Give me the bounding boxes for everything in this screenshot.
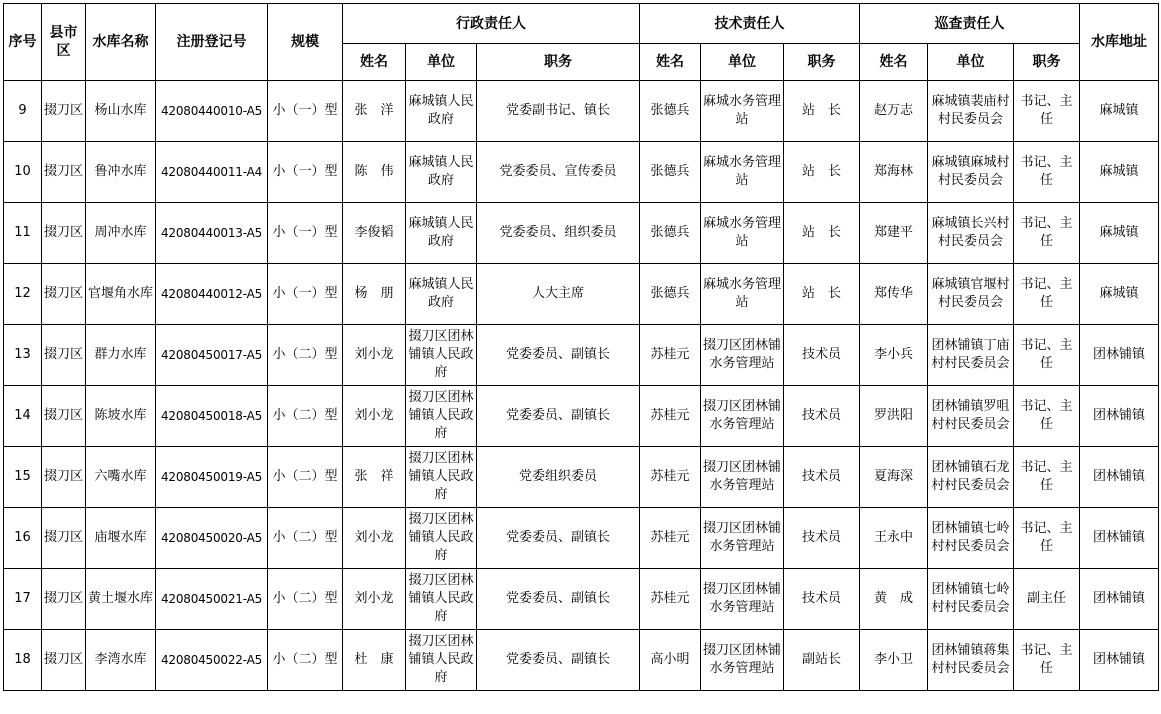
cell-reservoir-name: 六嘴水库 [86, 447, 156, 508]
cell-patrol-unit: 团林铺镇蒋集村村民委员会 [928, 630, 1014, 691]
cell-reservoir-name: 官堰角水库 [86, 264, 156, 325]
cell-tech-post: 站 长 [784, 81, 860, 142]
cell-patrol-post: 书记、主任 [1014, 386, 1080, 447]
cell-registration-no: 42080450021-A5 [156, 569, 268, 630]
cell-admin-name: 张 祥 [343, 447, 406, 508]
cell-tech-name: 苏桂元 [640, 386, 701, 447]
cell-admin-name: 李俊韬 [343, 203, 406, 264]
cell-tech-name: 苏桂元 [640, 447, 701, 508]
header-patrol-name: 姓名 [860, 44, 928, 81]
header-county: 县市区 [42, 4, 86, 81]
cell-no: 15 [4, 447, 42, 508]
cell-admin-name: 刘小龙 [343, 508, 406, 569]
cell-patrol-post: 书记、主任 [1014, 81, 1080, 142]
cell-patrol-post: 书记、主任 [1014, 447, 1080, 508]
cell-tech-post: 副站长 [784, 630, 860, 691]
cell-patrol-name: 李小卫 [860, 630, 928, 691]
cell-county: 掇刀区 [42, 386, 86, 447]
cell-tech-unit: 麻城水务管理站 [701, 142, 784, 203]
cell-admin-name: 刘小龙 [343, 325, 406, 386]
cell-address: 团林铺镇 [1080, 386, 1159, 447]
cell-scale: 小（二）型 [268, 569, 343, 630]
cell-no: 12 [4, 264, 42, 325]
cell-scale: 小（二）型 [268, 325, 343, 386]
cell-tech-unit: 掇刀区团林铺水务管理站 [701, 508, 784, 569]
cell-tech-unit: 掇刀区团林铺水务管理站 [701, 325, 784, 386]
cell-no: 10 [4, 142, 42, 203]
cell-registration-no: 42080440013-A5 [156, 203, 268, 264]
cell-registration-no: 42080450017-A5 [156, 325, 268, 386]
cell-scale: 小（一）型 [268, 203, 343, 264]
cell-admin-unit: 掇刀区团林铺镇人民政府 [406, 508, 477, 569]
cell-patrol-name: 郑海林 [860, 142, 928, 203]
cell-scale: 小（一）型 [268, 142, 343, 203]
table-row [4, 447, 1159, 508]
cell-patrol-unit: 团林铺镇石龙村村民委员会 [928, 447, 1014, 508]
cell-admin-unit: 掇刀区团林铺镇人民政府 [406, 325, 477, 386]
cell-admin-name: 陈 伟 [343, 142, 406, 203]
cell-address: 麻城镇 [1080, 264, 1159, 325]
cell-tech-name: 张德兵 [640, 142, 701, 203]
cell-registration-no: 42080440012-A5 [156, 264, 268, 325]
cell-tech-unit: 麻城水务管理站 [701, 264, 784, 325]
header-tech-responsible: 技术责任人 [640, 4, 860, 44]
cell-county: 掇刀区 [42, 203, 86, 264]
cell-admin-name: 刘小龙 [343, 386, 406, 447]
cell-scale: 小（一）型 [268, 264, 343, 325]
cell-patrol-unit: 团林铺镇丁庙村村民委员会 [928, 325, 1014, 386]
cell-tech-unit: 掇刀区团林铺水务管理站 [701, 386, 784, 447]
cell-county: 掇刀区 [42, 569, 86, 630]
cell-registration-no: 42080440010-A5 [156, 81, 268, 142]
cell-tech-post: 技术员 [784, 569, 860, 630]
cell-tech-post: 技术员 [784, 386, 860, 447]
cell-tech-name: 苏桂元 [640, 325, 701, 386]
header-tech-name: 姓名 [640, 44, 701, 81]
cell-admin-unit: 麻城镇人民政府 [406, 142, 477, 203]
cell-address: 团林铺镇 [1080, 569, 1159, 630]
cell-scale: 小（二）型 [268, 447, 343, 508]
cell-tech-name: 张德兵 [640, 81, 701, 142]
table-body [4, 81, 1159, 691]
cell-tech-name: 苏桂元 [640, 508, 701, 569]
cell-no: 14 [4, 386, 42, 447]
cell-patrol-post: 书记、主任 [1014, 142, 1080, 203]
header-admin-responsible: 行政责任人 [343, 4, 640, 44]
cell-reservoir-name: 陈坡水库 [86, 386, 156, 447]
cell-reservoir-name: 杨山水库 [86, 81, 156, 142]
cell-reservoir-name: 黄土堰水库 [86, 569, 156, 630]
cell-patrol-post: 书记、主任 [1014, 325, 1080, 386]
header-address: 水库地址 [1080, 4, 1159, 81]
cell-admin-post: 党委委员、副镇长 [477, 325, 640, 386]
cell-reservoir-name: 庙堰水库 [86, 508, 156, 569]
cell-reservoir-name: 鲁冲水库 [86, 142, 156, 203]
cell-county: 掇刀区 [42, 508, 86, 569]
cell-registration-no: 42080450018-A5 [156, 386, 268, 447]
cell-admin-post: 党委委员、组织委员 [477, 203, 640, 264]
cell-tech-unit: 麻城水务管理站 [701, 81, 784, 142]
cell-no: 16 [4, 508, 42, 569]
cell-address: 麻城镇 [1080, 203, 1159, 264]
table-row [4, 203, 1159, 264]
cell-address: 团林铺镇 [1080, 630, 1159, 691]
cell-patrol-name: 王永中 [860, 508, 928, 569]
cell-scale: 小（二）型 [268, 386, 343, 447]
cell-admin-name: 杜 康 [343, 630, 406, 691]
cell-tech-unit: 麻城水务管理站 [701, 203, 784, 264]
table-row [4, 81, 1159, 142]
cell-reservoir-name: 群力水库 [86, 325, 156, 386]
cell-no: 17 [4, 569, 42, 630]
cell-admin-name: 杨 朋 [343, 264, 406, 325]
cell-admin-post: 党委组织委员 [477, 447, 640, 508]
cell-registration-no: 42080450019-A5 [156, 447, 268, 508]
header-admin-post: 职务 [477, 44, 640, 81]
header-tech-post: 职务 [784, 44, 860, 81]
cell-county: 掇刀区 [42, 447, 86, 508]
cell-tech-post: 技术员 [784, 447, 860, 508]
cell-admin-post: 党委委员、宣传委员 [477, 142, 640, 203]
header-tech-unit: 单位 [701, 44, 784, 81]
cell-no: 18 [4, 630, 42, 691]
table-row [4, 325, 1159, 386]
cell-admin-post: 党委委员、副镇长 [477, 508, 640, 569]
table-row [4, 569, 1159, 630]
cell-patrol-post: 书记、主任 [1014, 630, 1080, 691]
cell-patrol-post: 书记、主任 [1014, 508, 1080, 569]
cell-patrol-unit: 团林铺镇罗咀村村民委员会 [928, 386, 1014, 447]
cell-tech-name: 高小明 [640, 630, 701, 691]
header-patrol-responsible: 巡查责任人 [860, 4, 1080, 44]
cell-scale: 小（二）型 [268, 508, 343, 569]
header-admin-unit: 单位 [406, 44, 477, 81]
cell-scale: 小（一）型 [268, 81, 343, 142]
cell-patrol-name: 李小兵 [860, 325, 928, 386]
header-row-1 [4, 4, 1159, 44]
cell-tech-name: 苏桂元 [640, 569, 701, 630]
cell-admin-unit: 麻城镇人民政府 [406, 264, 477, 325]
cell-reservoir-name: 李湾水库 [86, 630, 156, 691]
cell-reservoir-name: 周冲水库 [86, 203, 156, 264]
cell-scale: 小（二）型 [268, 630, 343, 691]
cell-patrol-name: 罗洪阳 [860, 386, 928, 447]
header-reservoir-name: 水库名称 [86, 4, 156, 81]
cell-registration-no: 42080450022-A5 [156, 630, 268, 691]
cell-admin-unit: 掇刀区团林铺镇人民政府 [406, 447, 477, 508]
cell-patrol-unit: 团林铺镇七岭村村民委员会 [928, 569, 1014, 630]
cell-patrol-name: 郑传华 [860, 264, 928, 325]
cell-patrol-unit: 麻城镇官堰村村民委员会 [928, 264, 1014, 325]
header-patrol-unit: 单位 [928, 44, 1014, 81]
table-row [4, 630, 1159, 691]
header-scale: 规模 [268, 4, 343, 81]
header-patrol-post: 职务 [1014, 44, 1080, 81]
cell-admin-post: 党委委员、副镇长 [477, 630, 640, 691]
cell-tech-post: 站 长 [784, 142, 860, 203]
cell-admin-unit: 掇刀区团林铺镇人民政府 [406, 569, 477, 630]
table-row [4, 508, 1159, 569]
cell-address: 团林铺镇 [1080, 325, 1159, 386]
cell-patrol-unit: 麻城镇长兴村村民委员会 [928, 203, 1014, 264]
cell-county: 掇刀区 [42, 630, 86, 691]
cell-tech-name: 张德兵 [640, 203, 701, 264]
cell-admin-name: 刘小龙 [343, 569, 406, 630]
cell-admin-unit: 麻城镇人民政府 [406, 81, 477, 142]
cell-address: 麻城镇 [1080, 81, 1159, 142]
cell-patrol-name: 赵万志 [860, 81, 928, 142]
cell-no: 11 [4, 203, 42, 264]
cell-address: 麻城镇 [1080, 142, 1159, 203]
cell-tech-post: 技术员 [784, 325, 860, 386]
cell-admin-unit: 掇刀区团林铺镇人民政府 [406, 630, 477, 691]
table-row [4, 264, 1159, 325]
cell-address: 团林铺镇 [1080, 447, 1159, 508]
cell-patrol-unit: 麻城镇裴庙村村民委员会 [928, 81, 1014, 142]
cell-patrol-unit: 团林铺镇七岭村村民委员会 [928, 508, 1014, 569]
cell-tech-unit: 掇刀区团林铺水务管理站 [701, 569, 784, 630]
header-admin-name: 姓名 [343, 44, 406, 81]
cell-county: 掇刀区 [42, 81, 86, 142]
cell-admin-unit: 掇刀区团林铺镇人民政府 [406, 386, 477, 447]
cell-no: 9 [4, 81, 42, 142]
header-registration-no: 注册登记号 [156, 4, 268, 81]
cell-admin-post: 党委委员、副镇长 [477, 569, 640, 630]
cell-tech-post: 站 长 [784, 264, 860, 325]
table-row [4, 142, 1159, 203]
cell-county: 掇刀区 [42, 264, 86, 325]
cell-address: 团林铺镇 [1080, 508, 1159, 569]
cell-patrol-post: 副主任 [1014, 569, 1080, 630]
cell-admin-post: 党委副书记、镇长 [477, 81, 640, 142]
cell-tech-post: 技术员 [784, 508, 860, 569]
cell-county: 掇刀区 [42, 142, 86, 203]
cell-admin-post: 党委委员、副镇长 [477, 386, 640, 447]
cell-registration-no: 42080440011-A4 [156, 142, 268, 203]
cell-admin-name: 张 洋 [343, 81, 406, 142]
cell-registration-no: 42080450020-A5 [156, 508, 268, 569]
cell-tech-name: 张德兵 [640, 264, 701, 325]
cell-admin-unit: 麻城镇人民政府 [406, 203, 477, 264]
header-no: 序号 [4, 4, 42, 81]
cell-no: 13 [4, 325, 42, 386]
cell-patrol-post: 书记、主任 [1014, 203, 1080, 264]
cell-patrol-name: 夏海深 [860, 447, 928, 508]
cell-tech-unit: 掇刀区团林铺水务管理站 [701, 447, 784, 508]
cell-patrol-post: 书记、主任 [1014, 264, 1080, 325]
cell-patrol-name: 郑建平 [860, 203, 928, 264]
table-row [4, 386, 1159, 447]
cell-patrol-name: 黄 成 [860, 569, 928, 630]
cell-patrol-unit: 麻城镇麻城村村民委员会 [928, 142, 1014, 203]
cell-tech-unit: 掇刀区团林铺水务管理站 [701, 630, 784, 691]
cell-admin-post: 人大主席 [477, 264, 640, 325]
cell-tech-post: 站 长 [784, 203, 860, 264]
cell-county: 掇刀区 [42, 325, 86, 386]
reservoir-responsibility-table [3, 3, 1159, 691]
